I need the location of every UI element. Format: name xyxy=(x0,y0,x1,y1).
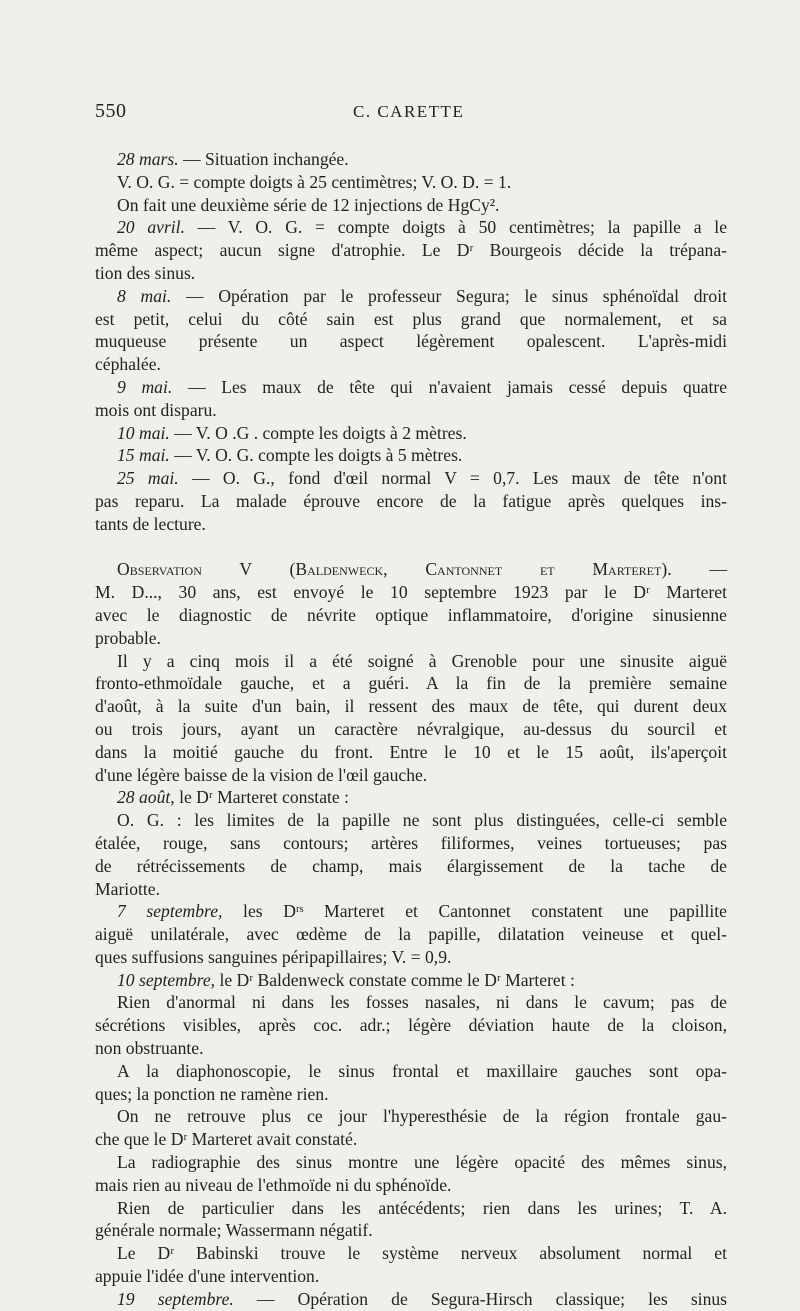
line-text: étalée, rouge, sans contours; artères filiformes, veines tortueuses; pas xyxy=(95,832,727,853)
text-line xyxy=(95,353,727,376)
entry-date: 9 mai. xyxy=(117,376,173,397)
line-text: tants de lecture. xyxy=(95,513,206,534)
text-line xyxy=(95,695,727,718)
line-text: On fait une deuxième série de 12 injections de HgCy². xyxy=(117,194,500,215)
line-text: muqueuse présente un aspect légèrement opalescent. L'après-midi xyxy=(95,331,727,352)
line-text: M. D..., 30 ans, est envoyé le 10 septembre 1923 par le Dʳ Marteret xyxy=(95,582,727,603)
line-text: sécrétions visibles, après coc. adr.; légère déviation haute de la cloison, xyxy=(95,1015,727,1036)
line-text: ou trois jours, ayant un caractère névralgique, au-dessus du sourcil et xyxy=(95,718,727,739)
entry-date: 15 mai. xyxy=(117,445,170,466)
text-line xyxy=(95,1128,727,1151)
text-line xyxy=(95,627,727,650)
text-line xyxy=(95,171,727,194)
text-line xyxy=(95,330,727,353)
text-line xyxy=(95,672,727,695)
line-text: mois ont disparu. xyxy=(95,399,217,420)
text-line xyxy=(95,148,727,171)
line-text: ques suffusions sanguines péripapillaires; V. = 0,9. xyxy=(95,946,452,967)
text-line xyxy=(95,1014,727,1037)
line-text: V. O. G. = compte doigts à 25 centimètres; V. O. D. = 1. xyxy=(117,171,512,192)
text-line xyxy=(95,490,727,513)
text-line xyxy=(95,604,727,627)
text-line xyxy=(95,194,727,217)
observation-heading: Observation V (Baldenweck, Cantonnet et Marteret). xyxy=(117,559,672,580)
running-title: C. CARETTE xyxy=(353,102,465,121)
text-line xyxy=(95,285,727,308)
line-text: est petit, celui du côté sain est plus grand que normalement, et sa xyxy=(95,308,727,329)
line-text: — V. O. G. compte les doigts à 5 mètres. xyxy=(169,445,463,466)
line-text: probable. xyxy=(95,627,161,648)
line-text: che que le Dʳ Marteret avait constaté. xyxy=(95,1129,358,1150)
line-text: tion des sinus. xyxy=(95,262,196,283)
entry-date: 8 mai. xyxy=(117,285,172,306)
line-text: Rien de particulier dans les antécédents; rien dans les urines; T. A. xyxy=(117,1197,727,1218)
body-text xyxy=(95,148,727,1311)
text-line xyxy=(95,376,727,399)
text-line xyxy=(95,718,727,741)
text-line xyxy=(95,764,727,787)
line-text: ques; la ponction ne ramène rien. xyxy=(95,1083,329,1104)
line-text: On ne retrouve plus ce jour l'hyperesthésie de la région frontale gau- xyxy=(117,1106,727,1127)
line-text: — Les maux de tête qui n'avaient jamais cessé depuis quatre xyxy=(172,376,727,397)
line-text: d'une légère baisse de la vision de l'œil gauche. xyxy=(95,764,428,785)
entry-date: 7 septembre, xyxy=(117,901,223,922)
line-text: générale normale; Wassermann négatif. xyxy=(95,1220,373,1241)
line-text: Rien d'anormal ni dans les fosses nasales, ni dans le cavum; pas de xyxy=(117,992,727,1013)
line-text: — Opération par le professeur Segura; le sinus sphénoïdal droit xyxy=(171,285,727,306)
line-text: O. G. : les limites de la papille ne sont plus distinguées, celle-ci semble xyxy=(117,810,727,831)
line-text: de rétrécissements de champ, mais élargissement de la tache de xyxy=(95,855,727,876)
line-text: dans la moitié gauche du front. Entre le 10 et le 15 août, ils'aperçoit xyxy=(95,741,727,762)
text-line xyxy=(95,1288,727,1311)
line-text: — xyxy=(671,559,727,580)
text-line xyxy=(95,650,727,673)
page-header xyxy=(95,100,705,130)
text-line xyxy=(95,741,727,764)
line-text: — V. O .G . compte les doigts à 2 mètres. xyxy=(169,422,467,443)
line-text: les Dʳˢ Marteret et Cantonnet constatent une papillite xyxy=(222,901,727,922)
text-line xyxy=(95,513,727,536)
text-line xyxy=(95,969,727,992)
text-line xyxy=(95,1265,727,1288)
line-text: non obstruante. xyxy=(95,1038,204,1059)
line-text: même aspect; aucun signe d'atrophie. Le Dʳ Bourgeois décide la trépana- xyxy=(95,240,727,261)
text-line xyxy=(95,832,727,855)
entry-date: 28 mars. xyxy=(117,149,179,169)
line-text: le Dʳ Marteret constate : xyxy=(174,787,349,808)
entry-date: 28 août, xyxy=(117,787,175,808)
entry-date: 25 mai. xyxy=(117,468,179,489)
entry-date: 20 avril. xyxy=(117,217,185,238)
entry-date: 10 mai. xyxy=(117,422,170,443)
text-line xyxy=(95,878,727,901)
text-line xyxy=(95,1197,727,1220)
text-line xyxy=(95,991,727,1014)
text-line xyxy=(95,1151,727,1174)
line-text: — Opération de Segura-Hirsch classique; les sinus xyxy=(233,1288,728,1309)
text-line xyxy=(95,1219,727,1242)
text-line xyxy=(95,262,727,285)
text-line xyxy=(95,809,727,832)
entry-date: 10 septembre, xyxy=(117,969,216,990)
text-line xyxy=(95,558,727,581)
text-line xyxy=(95,923,727,946)
text-line xyxy=(95,1060,727,1083)
text-line xyxy=(95,399,727,422)
line-text: d'août, à la suite d'un bain, il ressent des maux de tête, qui durent deux xyxy=(95,696,727,717)
text-line xyxy=(95,216,727,239)
text-line xyxy=(95,855,727,878)
line-text: Mariotte. xyxy=(95,878,160,899)
text-line xyxy=(95,1242,727,1265)
line-text: aiguë unilatérale, avec œdème de la papille, dilatation veineuse et quel- xyxy=(95,924,727,945)
line-text: le Dʳ Baldenweck constate comme le Dʳ Marteret : xyxy=(215,969,575,990)
line-text: Il y a cinq mois il a été soigné à Grenoble pour une sinusite aiguë xyxy=(117,650,727,671)
text-line xyxy=(95,444,727,467)
line-text: Le Dʳ Babinski trouve le système nerveux absolument normal et xyxy=(117,1243,727,1264)
line-text: A la diaphonoscopie, le sinus frontal et maxillaire gauches sont opa- xyxy=(117,1060,727,1081)
text-line xyxy=(95,422,727,445)
line-text: mais rien au niveau de l'ethmoïde ni du sphénoïde. xyxy=(95,1174,452,1195)
line-text: — O. G., fond d'œil normal V = 0,7. Les maux de tête n'ont xyxy=(178,468,727,489)
text-line xyxy=(95,946,727,969)
text-line xyxy=(95,1174,727,1197)
text-line xyxy=(95,1105,727,1128)
text-line xyxy=(95,786,727,809)
text-line xyxy=(95,467,727,490)
line-text: fronto-ethmoïdale gauche, et a guéri. A la fin de la première semaine xyxy=(95,673,727,694)
text-line xyxy=(95,239,727,262)
text-line xyxy=(95,1037,727,1060)
text-line xyxy=(95,308,727,331)
text-line xyxy=(95,581,727,604)
page-number: 550 xyxy=(95,100,127,122)
line-text: — V. O. G. = compte doigts à 50 centimètres; la papille a le xyxy=(184,217,728,238)
paragraph-gap xyxy=(95,536,727,559)
line-text: appuie l'idée d'une intervention. xyxy=(95,1266,320,1287)
line-text: La radiographie des sinus montre une légère opacité des mêmes sinus, xyxy=(117,1152,727,1173)
line-text: céphalée. xyxy=(95,354,161,375)
line-text: — Situation inchangée. xyxy=(178,149,349,169)
text-line xyxy=(95,1083,727,1106)
line-text: pas reparu. La malade éprouve encore de la fatigue après quelques ins- xyxy=(95,490,727,511)
line-text: avec le diagnostic de névrite optique inflammatoire, d'origine sinusienne xyxy=(95,604,727,625)
entry-date: 19 septembre. xyxy=(117,1288,234,1309)
text-line xyxy=(95,900,727,923)
